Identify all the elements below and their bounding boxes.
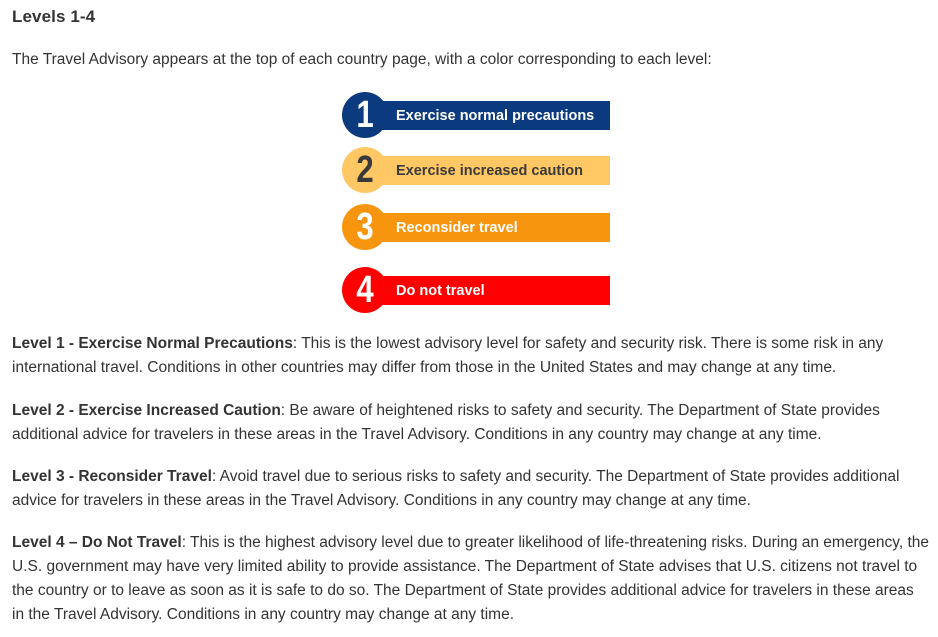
level-4-text: This is the highest advisory level due to greater likelihood of life-threatening risks. During an emergency, the U.S. government may have very limited ability to provide assistance. The Department of State advises that U.S. citizens not travel to the country or to leave as soon as it is safe to do so. The Department of State provides additional advice for travelers in these areas in the Travel Advisory. Conditions in any country may change at any time. [12, 534, 929, 623]
level-2-label: Exercise increased caution [396, 162, 583, 179]
level-4-term: Level 4 – Do Not Travel [12, 534, 182, 551]
level-1-separator: : [292, 335, 298, 352]
level-1-number: 1 [356, 93, 374, 136]
level-3-description [12, 465, 930, 513]
level-2-separator: : [280, 402, 286, 419]
level-1-row [342, 92, 612, 138]
level-3-row [342, 204, 612, 250]
level-4-description [12, 531, 930, 627]
level-1-text: This is the lowest advisory level for safety and security risk. There is some risk in any international travel. Conditions in other countries may differ from those in the United States and may change at any time. [12, 335, 884, 376]
level-1-circle [342, 92, 388, 138]
level-3-separator: : [211, 468, 217, 485]
level-3-circle [342, 204, 388, 250]
level-4-label: Do not travel [396, 282, 485, 299]
level-4-bar [364, 276, 610, 305]
level-4-circle [342, 267, 388, 313]
level-2-row [342, 147, 612, 193]
advisory-levels-graphic [342, 0, 612, 320]
level-3-bar [364, 213, 610, 242]
intro-text: The Travel Advisory appears at the top of each country page, with a color corresponding to each level: [12, 51, 712, 68]
level-2-description [12, 399, 930, 447]
level-2-circle [342, 147, 388, 193]
level-1-label: Exercise normal precautions [396, 107, 595, 124]
level-2-term: Level 2 - Exercise Increased Caution [12, 402, 281, 419]
level-2-number: 2 [356, 148, 374, 191]
level-3-term: Level 3 - Reconsider Travel [12, 468, 212, 485]
level-1-term: Level 1 - Exercise Normal Precautions [12, 335, 293, 352]
level-4-number: 4 [356, 268, 374, 311]
level-3-number: 3 [356, 205, 374, 248]
level-4-separator: : [181, 534, 187, 551]
level-3-text: Avoid travel due to serious risks to safety and security. The Department of State provides additional advice for travelers in these areas in the Travel Advisory. Conditions in any country may change at any time. [12, 468, 900, 509]
level-2-bar [364, 156, 610, 185]
level-2-text: Be aware of heightened risks to safety and security. The Department of State provides additional advice for travelers in these areas in the Travel Advisory. Conditions in any country may change at any time. [12, 402, 880, 443]
level-1-description [12, 332, 930, 380]
level-4-row [342, 267, 612, 313]
level-1-bar [364, 101, 610, 130]
level-3-label: Reconsider travel [396, 219, 518, 236]
section-heading: Levels 1-4 [12, 7, 96, 26]
